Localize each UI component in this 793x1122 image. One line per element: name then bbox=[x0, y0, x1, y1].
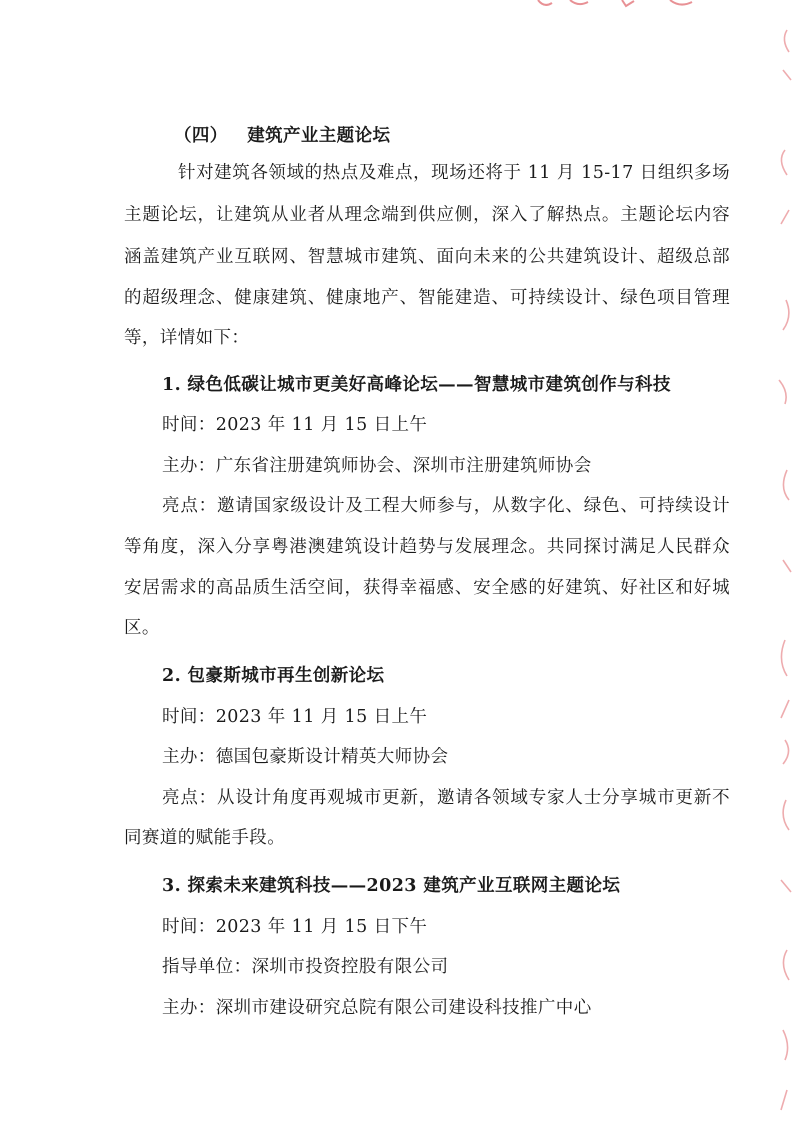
forum-1-time: 时间：2023 年 11 月 15 日上午 bbox=[162, 415, 428, 435]
forum-3-host: 主办：深圳市建设研究总院有限公司建设科技推广中心 bbox=[162, 998, 592, 1018]
intro-line: 的超级理念、健康建筑、健康地产、智能建造、可持续设计、绿色项目管理 bbox=[124, 288, 730, 308]
forum-3-title: 3. 探索未来建筑科技——2023 建筑产业互联网主题论坛 bbox=[162, 876, 621, 896]
forum-2-host: 主办：德国包豪斯设计精英大师协会 bbox=[162, 747, 449, 767]
seal-fragment-right bbox=[767, 0, 793, 1122]
section-heading bbox=[174, 124, 390, 148]
forum-1-highlight-line: 安居需求的高品质生活空间，获得幸福感、安全感的好建筑、好社区和好城 bbox=[124, 578, 730, 598]
forum-1-highlight-line: 亮点：邀请国家级设计及工程大师参与，从数字化、绿色、可持续设计 bbox=[162, 496, 730, 516]
intro-line: 等，详情如下： bbox=[124, 328, 250, 348]
seal-fragment-top bbox=[530, 0, 730, 10]
intro-line: 主题论坛，让建筑从业者从理念端到供应侧，深入了解热点。主题论坛内容 bbox=[124, 205, 730, 225]
forum-1-host: 主办：广东省注册建筑师协会、深圳市注册建筑师协会 bbox=[162, 456, 592, 476]
intro-line: 针对建筑各领域的热点及难点，现场还将于 11 月 15-17 日组织多场 bbox=[178, 163, 730, 183]
forum-3-time: 时间：2023 年 11 月 15 日下午 bbox=[162, 917, 428, 937]
intro-line: 涵盖建筑产业互联网、智慧城市建筑、面向未来的公共建筑设计、超级总部 bbox=[124, 247, 730, 267]
forum-2-highlight-line: 亮点：从设计角度再观城市更新，邀请各领域专家人士分享城市更新不 bbox=[162, 788, 730, 808]
section-number: （四） bbox=[174, 126, 228, 146]
forum-2-title: 2. 包豪斯城市再生创新论坛 bbox=[162, 666, 385, 686]
forum-1-title: 1. 绿色低碳让城市更美好高峰论坛——智慧城市建筑创作与科技 bbox=[162, 375, 671, 395]
forum-1-highlight-line: 区。 bbox=[124, 618, 160, 638]
section-title: 建筑产业主题论坛 bbox=[247, 126, 391, 146]
forum-1-highlight-line: 等角度，深入分享粤港澳建筑设计趋势与发展理念。共同探讨满足人民群众 bbox=[124, 537, 730, 557]
forum-3-guide: 指导单位：深圳市投资控股有限公司 bbox=[162, 957, 449, 977]
forum-2-highlight-line: 同赛道的赋能手段。 bbox=[124, 828, 286, 848]
forum-2-time: 时间：2023 年 11 月 15 日上午 bbox=[162, 707, 428, 727]
